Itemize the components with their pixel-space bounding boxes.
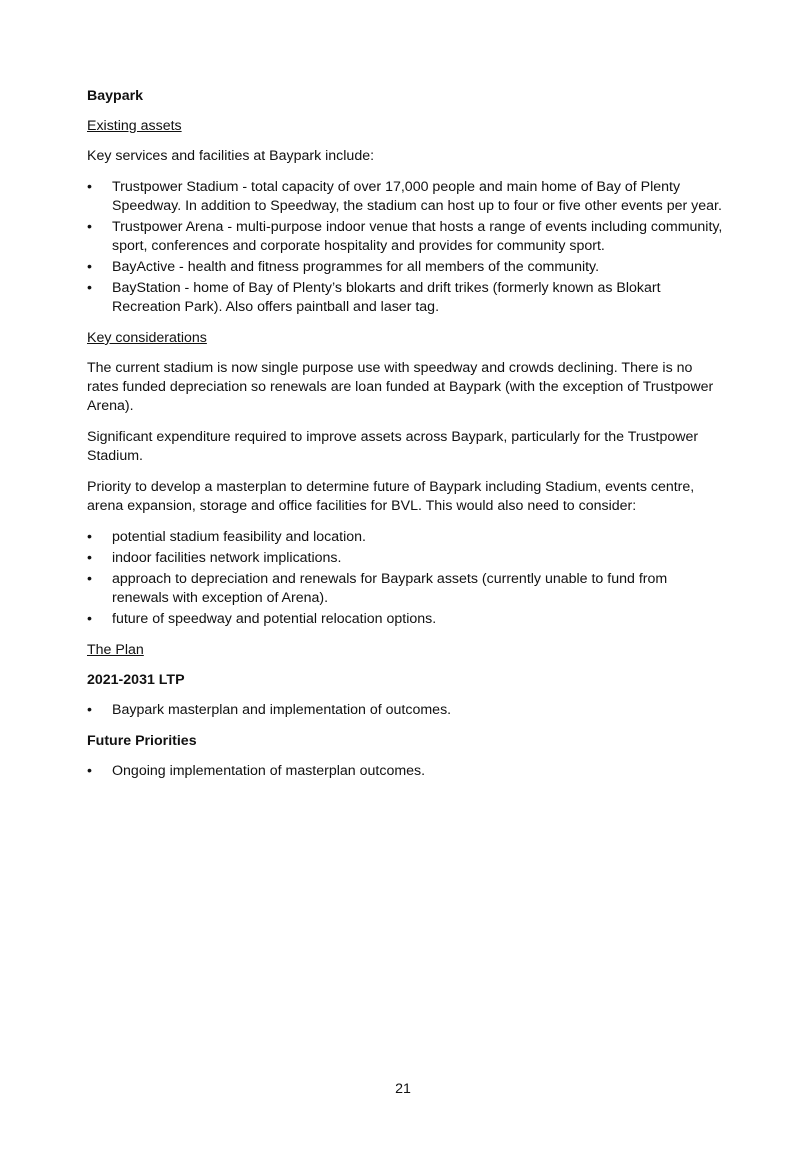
- list-item: • future of speedway and potential relocation options.: [87, 610, 727, 629]
- list-item: • BayStation - home of Bay of Plenty’s blokarts and drift trikes (formerly known as Blokart Recreation Park). Also offers paintball and laser tag.: [87, 279, 727, 317]
- future-priorities-list: [87, 762, 727, 781]
- future-priorities-heading: Future Priorities: [87, 733, 197, 749]
- paragraph: The current stadium is now single purpose use with speedway and crowds declining. There is no rates funded depreciation so renewals are loan funded at Baypark (with the exception of Trustpower Arena).: [87, 360, 714, 414]
- page-number: 21: [395, 1081, 411, 1097]
- existing-assets-heading: Existing assets: [87, 118, 182, 134]
- considerations-list: [87, 528, 727, 629]
- list-item: • BayActive - health and fitness programmes for all members of the community.: [87, 258, 727, 277]
- list-item: • Trustpower Arena - multi-purpose indoor venue that hosts a range of events including community, sport, conferences and corporate hospitality and provides for community sport.: [87, 218, 727, 256]
- paragraph: Priority to develop a masterplan to determine future of Baypark including Stadium, events centre, arena expansion, storage and office facilities for BVL. This would also need to consider:: [87, 479, 695, 514]
- the-plan-heading: The Plan: [87, 642, 144, 658]
- ltp-list: [87, 701, 727, 720]
- key-considerations-heading: Key considerations: [87, 330, 207, 346]
- list-item: • Ongoing implementation of masterplan outcomes.: [87, 762, 727, 781]
- existing-assets-intro: Key services and facilities at Baypark include:: [87, 148, 375, 164]
- list-item: • approach to depreciation and renewals for Baypark assets (currently unable to fund from renewals with exception of Arena).: [87, 570, 727, 608]
- list-item: • Trustpower Stadium - total capacity of over 17,000 people and main home of Bay of Plenty Speedway. In addition to Speedway, the stadium can host up to four or five other events per year.: [87, 178, 727, 216]
- section-title: Baypark: [87, 88, 143, 104]
- list-item: • Baypark masterplan and implementation of outcomes.: [87, 701, 727, 720]
- paragraph: Significant expenditure required to improve assets across Baypark, particularly for the Trustpower Stadium.: [87, 429, 699, 464]
- ltp-heading: 2021-2031 LTP: [87, 672, 185, 688]
- existing-assets-list: [87, 178, 727, 317]
- list-item: • potential stadium feasibility and location.: [87, 528, 727, 547]
- document-page: [87, 87, 727, 793]
- list-item: • indoor facilities network implications.: [87, 549, 727, 568]
